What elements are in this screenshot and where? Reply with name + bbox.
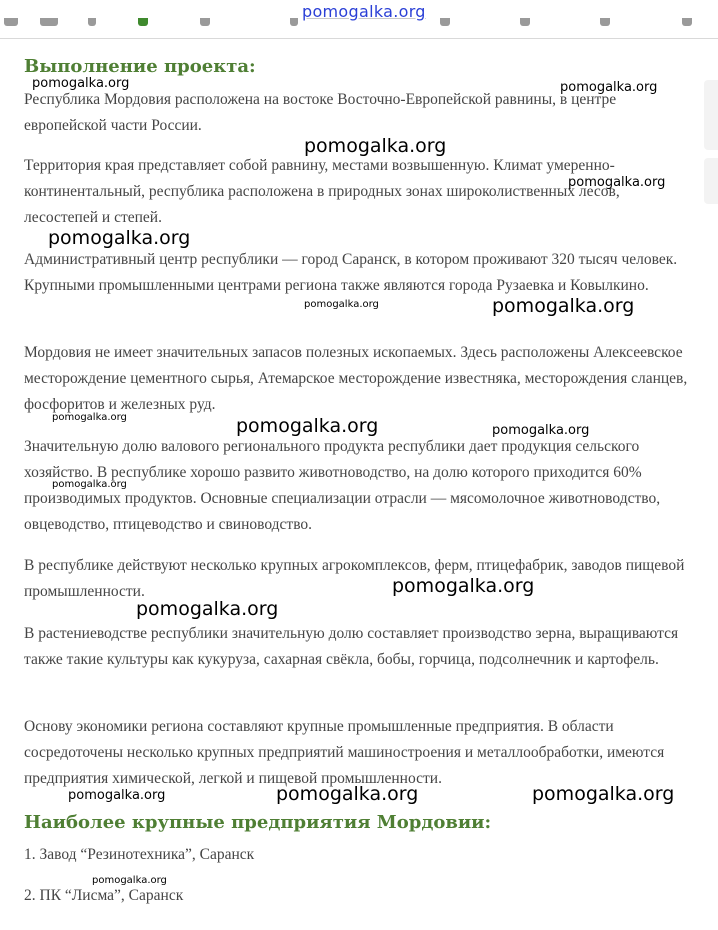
watermark-text: pomogalka.org — [532, 783, 675, 805]
section-heading-project: Выполнение проекта: — [24, 56, 256, 77]
watermark-text: pomogalka.org — [304, 299, 379, 310]
toolbar-fragment — [520, 18, 530, 26]
paragraph-agriculture: Значительную долю валового регионального продукта республики дает продукция сельского хозяйство. В республике хорошо развито животноводство, на долю которого приходится 60% производимых продуктов. Основные специализации отрасли — мясомолочное животноводство, овцеводство, птицеводство и свиноводство. — [24, 438, 661, 533]
paragraph-location: Республика Мордовия расположена на востоке Восточно-Европейской равнины, в центре европейской части России. — [24, 91, 617, 134]
side-panel-edge — [704, 158, 718, 204]
toolbar-fragment — [440, 18, 450, 26]
watermark-text: pomogalka.org — [492, 423, 590, 438]
watermark-text: pomogalka.org — [304, 135, 447, 157]
paragraph-minerals: Мордовия не имеет значительных запасов полезных ископаемых. Здесь расположены Алексеевское месторождение цементного сырья, Атемарское месторождение известняка, месторождения сланцев, фосфоритов и железных руд. — [24, 344, 688, 413]
toolbar-fragment — [600, 18, 610, 26]
toolbar-fragment — [200, 18, 210, 26]
toolbar-fragment — [682, 18, 692, 26]
watermark-text: pomogalka.org — [48, 227, 191, 249]
watermark-text: pomogalka.org — [560, 80, 658, 95]
watermark-text: pomogalka.org — [32, 76, 130, 91]
toolbar-fragment — [290, 18, 298, 26]
paragraph-capital: Административный центр республики — город Саранск, в котором проживают 320 тысяч человек. Крупными промышленными центрами региона также являются города Рузаевка и Ковылкино. — [24, 251, 678, 294]
watermark-text: pomogalka.org — [52, 479, 127, 490]
watermark-text: pomogalka.org — [52, 412, 127, 423]
top-divider — [0, 38, 718, 39]
section-heading-enterprises: Наиболее крупные предприятия Мордовии: — [24, 812, 492, 833]
enterprise-item: 2. ПК “Лисма”, Саранск — [24, 887, 184, 904]
paragraph-climate: Территория края представляет собой равнину, местами возвышенную. Климат умеренно-континентальный, республика расположена в природных зонах широколиственных лесов, лесостепей и степей. — [24, 157, 620, 226]
toolbar-fragment — [138, 18, 148, 26]
watermark-text: pomogalka.org — [136, 598, 279, 620]
toolbar-fragment — [40, 18, 58, 26]
watermark-text: pomogalka.org — [236, 415, 379, 437]
paragraph-crops: В растениеводстве республики значительную долю составляет производство зерна, выращиваются также такие культуры как кукуруза, сахарная свёкла, бобы, горчица, подсолнечник и картофель. — [24, 625, 679, 668]
enterprise-item: 1. Завод “Резинотехника”, Саранск — [24, 846, 255, 863]
watermark-text: pomogalka.org — [276, 783, 419, 805]
site-stamp[interactable]: pomogalka.org — [302, 2, 426, 21]
side-panel-edge — [704, 80, 718, 150]
watermark-text: pomogalka.org — [568, 175, 666, 190]
paragraph-agrocomplexes: В республике действуют несколько крупных агрокомплексов, ферм, птицефабрик, заводов пищевой промышленности. — [24, 557, 685, 600]
watermark-text: pomogalka.org — [68, 788, 166, 803]
toolbar-fragment — [4, 18, 18, 26]
watermark-text: pomogalka.org — [492, 295, 635, 317]
watermark-text: pomogalka.org — [392, 575, 535, 597]
watermark-text: pomogalka.org — [92, 875, 167, 886]
toolbar-fragment — [88, 18, 96, 26]
paragraph-industry: Основу экономики региона составляют крупные промышленные предприятия. В области сосредоточены несколько крупных предприятий машиностроения и металлообработки, имеются предприятия химической, легкой и пищевой промышленности. — [24, 718, 665, 787]
